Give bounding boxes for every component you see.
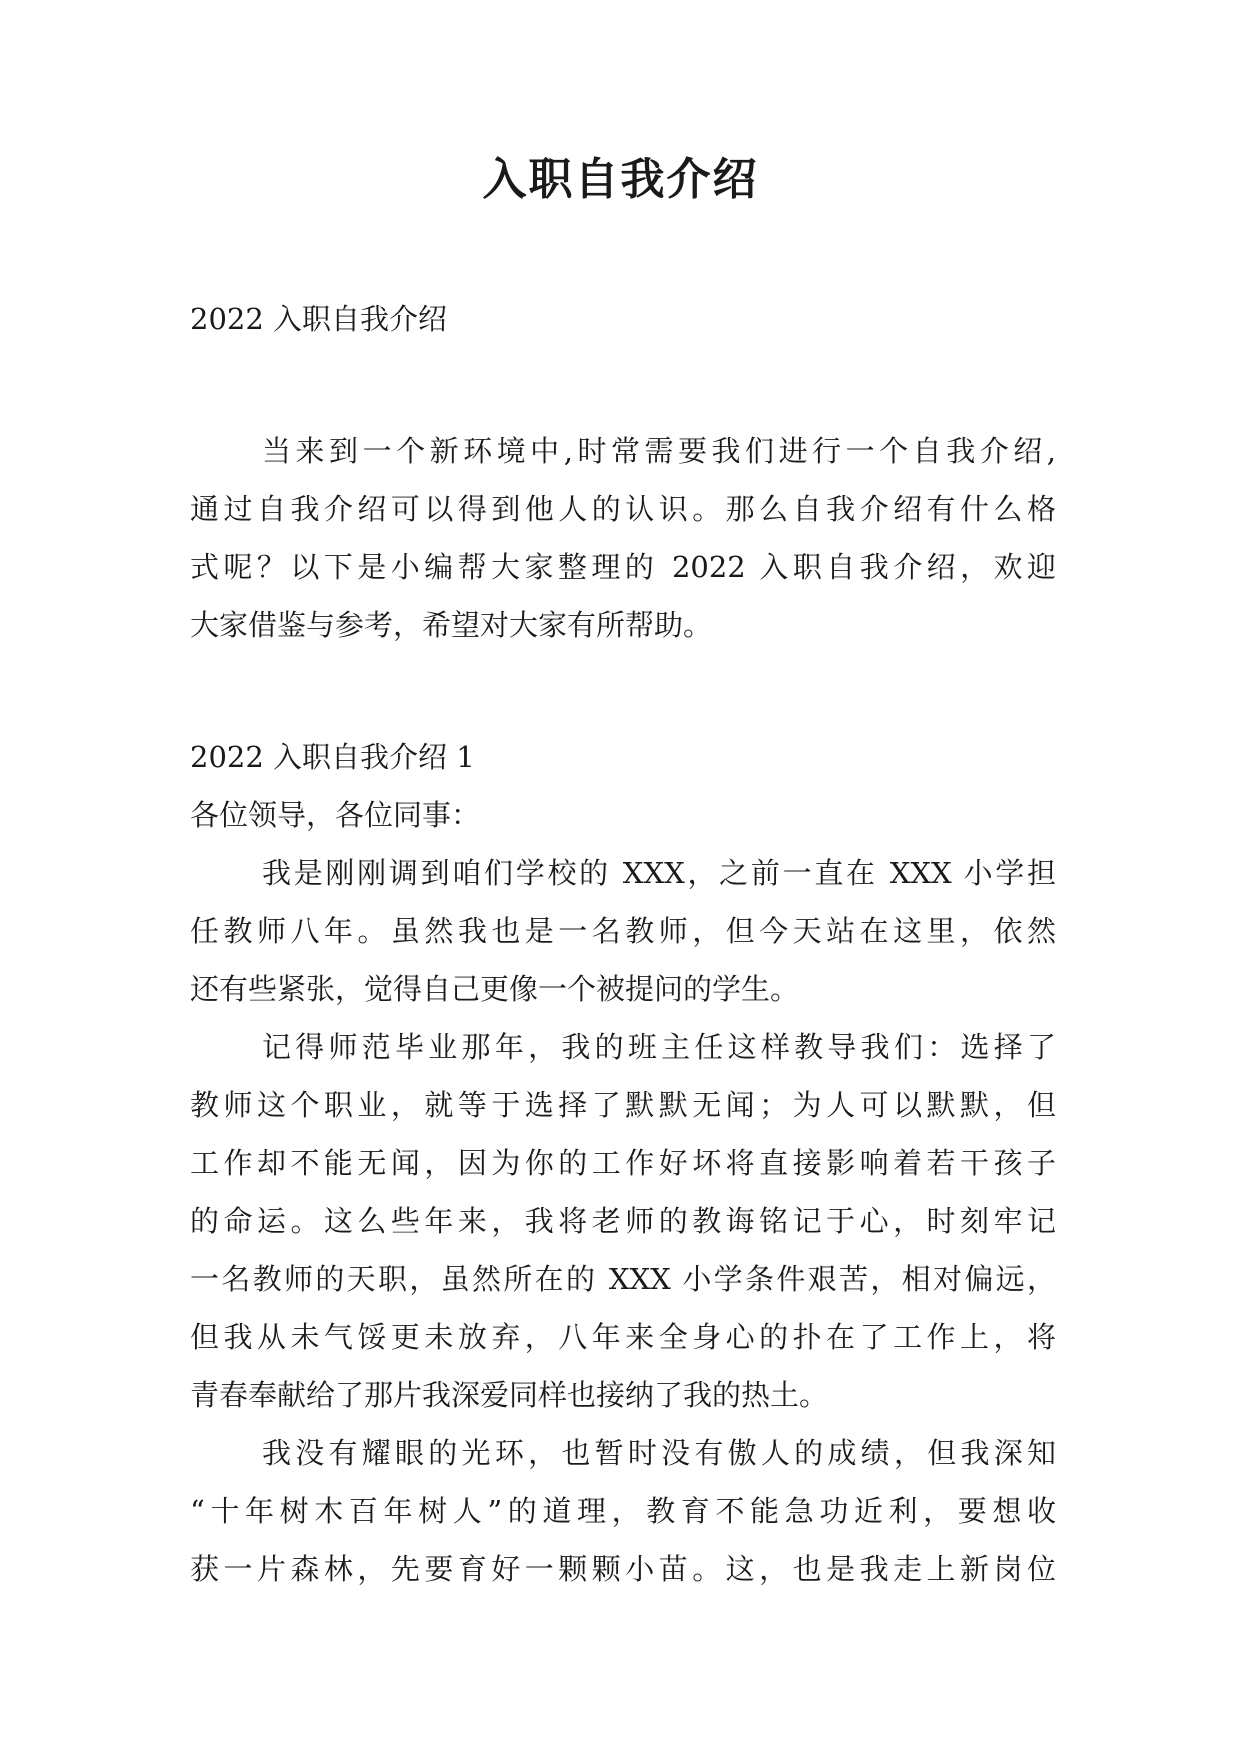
paragraph-line: 我是刚刚调到咱们学校的 XXX，之前一直在 XXX 小学担 (262, 856, 1056, 890)
intro-paragraph (190, 422, 1056, 654)
paragraph-line: 记得师范毕业那年，我的班主任这样教导我们：选择了 (262, 1030, 1056, 1064)
subtitle: 2022 入职自我介绍 (190, 302, 448, 336)
paragraph-line: 通过自我介绍可以得到他人的认识。那么自我介绍有什么格 (190, 492, 1056, 526)
paragraph-line: “十年树木百年树人”的道理，教育不能急功近利，要想收 (190, 1494, 1056, 1528)
greeting: 各位领导，各位同事： (190, 798, 481, 832)
paragraph-line: 青春奉献给了那片我深爱同样也接纳了我的热土。 (190, 1378, 829, 1412)
paragraph-line: 还有些紧张，觉得自己更像一个被提问的学生。 (190, 972, 800, 1006)
paragraph-line: 工作却不能无闻，因为你的工作好坏将直接影响着若干孩子 (190, 1146, 1056, 1180)
document-title: 入职自我介绍 (482, 154, 759, 205)
paragraph-line: 一名教师的天职，虽然所在的 XXX 小学条件艰苦，相对偏远， (190, 1262, 1056, 1296)
paragraph-line: 我没有耀眼的光环，也暂时没有傲人的成绩，但我深知 (262, 1436, 1056, 1470)
paragraph-line: 但我从未气馁更未放弃，八年来全身心的扑在了工作上，将 (190, 1320, 1056, 1354)
paragraph-line: 教师这个职业，就等于选择了默默无闻；为人可以默默，但 (190, 1088, 1056, 1122)
spacer (190, 348, 1056, 422)
paragraph-line: 当来到一个新环境中,时常需要我们进行一个自我介绍, (262, 434, 1056, 468)
paragraph-2 (190, 1018, 1056, 1424)
spacer (190, 654, 1056, 728)
paragraph-line: 任教师八年。虽然我也是一名教师，但今天站在这里，依然 (190, 914, 1056, 948)
section-heading: 2022 入职自我介绍 1 (190, 740, 475, 774)
paragraph-3 (190, 1424, 1056, 1598)
paragraph-line: 大家借鉴与参考，希望对大家有所帮助。 (190, 608, 713, 642)
paragraph-line: 的命运。这么些年来，我将老师的教诲铭记于心，时刻牢记 (190, 1204, 1056, 1238)
paragraph-line: 获一片森林，先要育好一颗颗小苗。这，也是我走上新岗位 (190, 1552, 1056, 1586)
document-body (190, 290, 1056, 1598)
paragraph-1 (190, 844, 1056, 1018)
paragraph-line: 式呢？以下是小编帮大家整理的 2022 入职自我介绍，欢迎 (190, 550, 1056, 584)
